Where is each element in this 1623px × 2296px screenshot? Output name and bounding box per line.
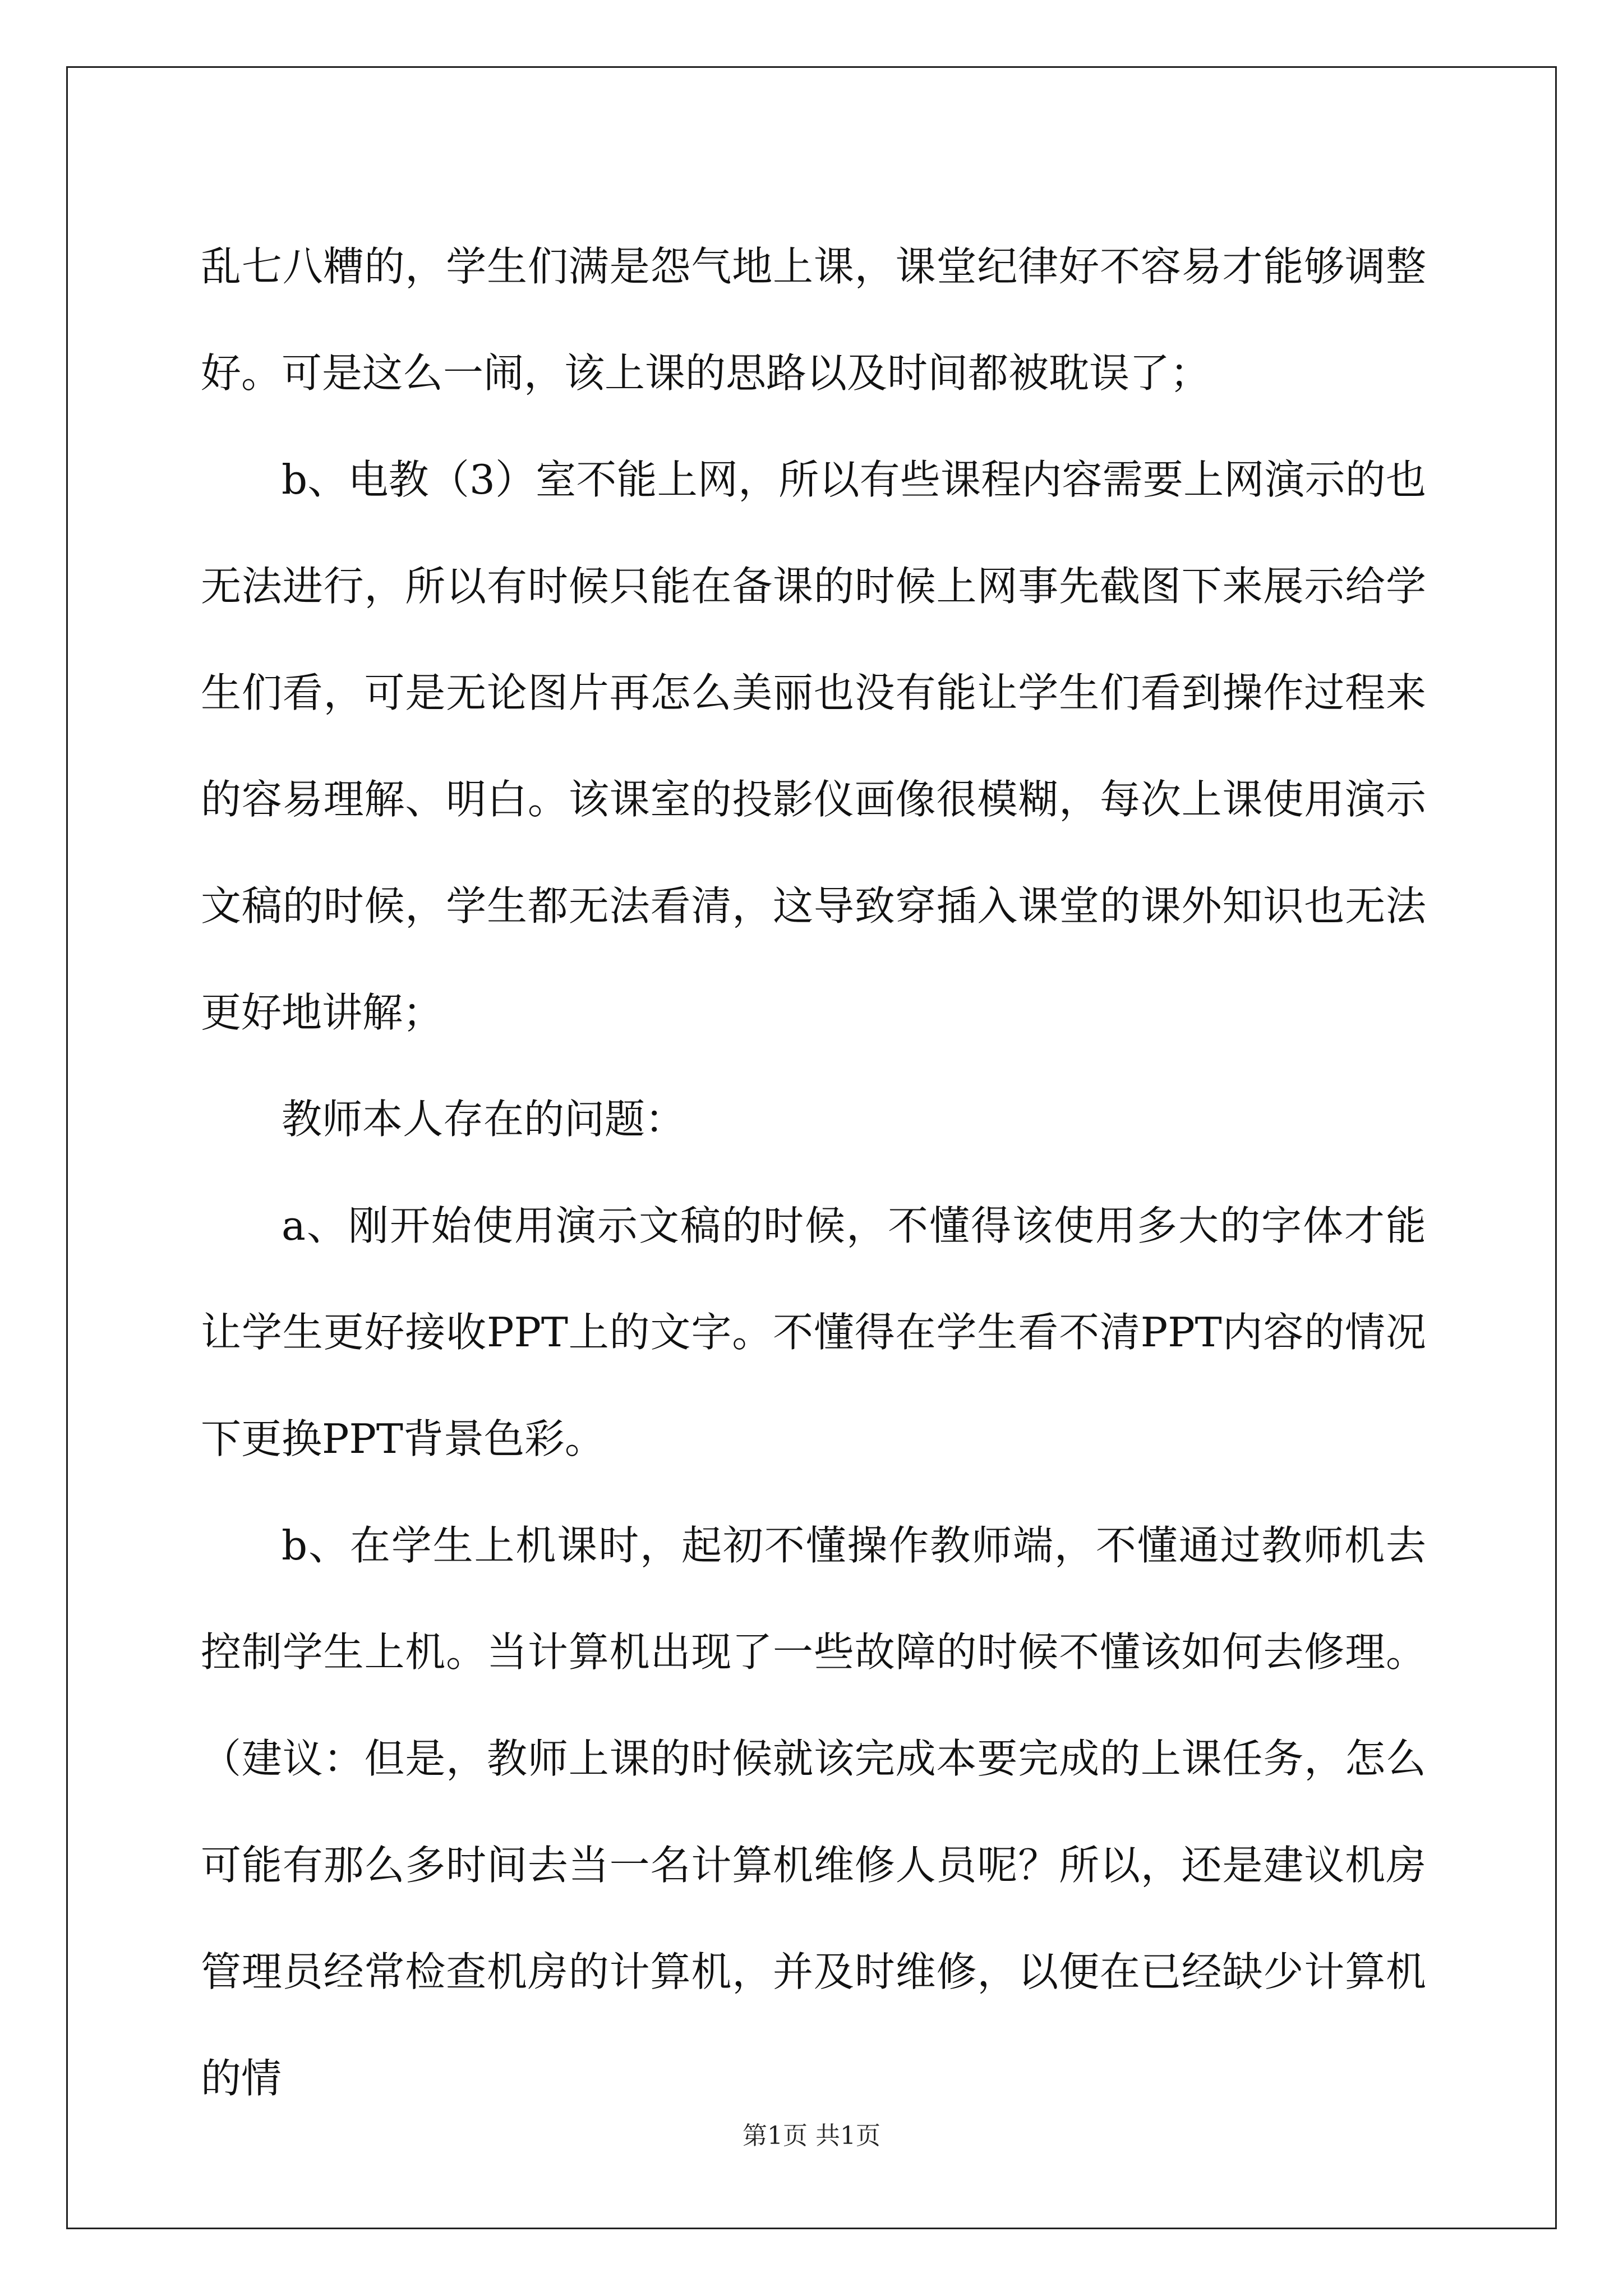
document-body [201, 213, 1426, 2132]
page-footer: 第1页 共1页 [743, 2122, 880, 2150]
paragraph-1: 乱七八糟的，学生们满是怨气地上课，课堂纪律好不容易才能够调整好。可是这么一闹，该上课的思路以及时间都被耽误了； [201, 243, 1426, 397]
paragraph-3: 教师本人存在的问题： [282, 1096, 686, 1143]
paragraph-5: b、在学生上机课时，起初不懂操作教师端，不懂通过教师机去控制学生上机。当计算机出现了一些故障的时候不懂该如何去修理。（建议：但是，教师上课的时候就该完成本要完成的上课任务，怎么可能有那么多时间去当一名计算机维修人员呢？所以，还是建议机房管理员经常检查机房的计算机，并及时维修，以便在已经缺少计算机的情 [201, 1522, 1426, 2102]
paragraph-4: a、刚开始使用演示文稿的时候，不懂得该使用多大的字体才能让学生更好接收PPT上的文字。不懂得在学生看不清PPT内容的情况下更换PPT背景色彩。 [201, 1202, 1426, 1462]
paragraph-2: b、电教（3）室不能上网，所以有些课程内容需要上网演示的也无法进行，所以有时候只能在备课的时候上网事先截图下来展示给学生们看，可是无论图片再怎么美丽也没有能让学生们看到操作过程来的容易理解、明白。该课室的投影仪画像很模糊，每次上课使用演示文稿的时候，学生都无法看清，这导致穿插入课堂的课外知识也无法更好地讲解； [201, 456, 1426, 1036]
